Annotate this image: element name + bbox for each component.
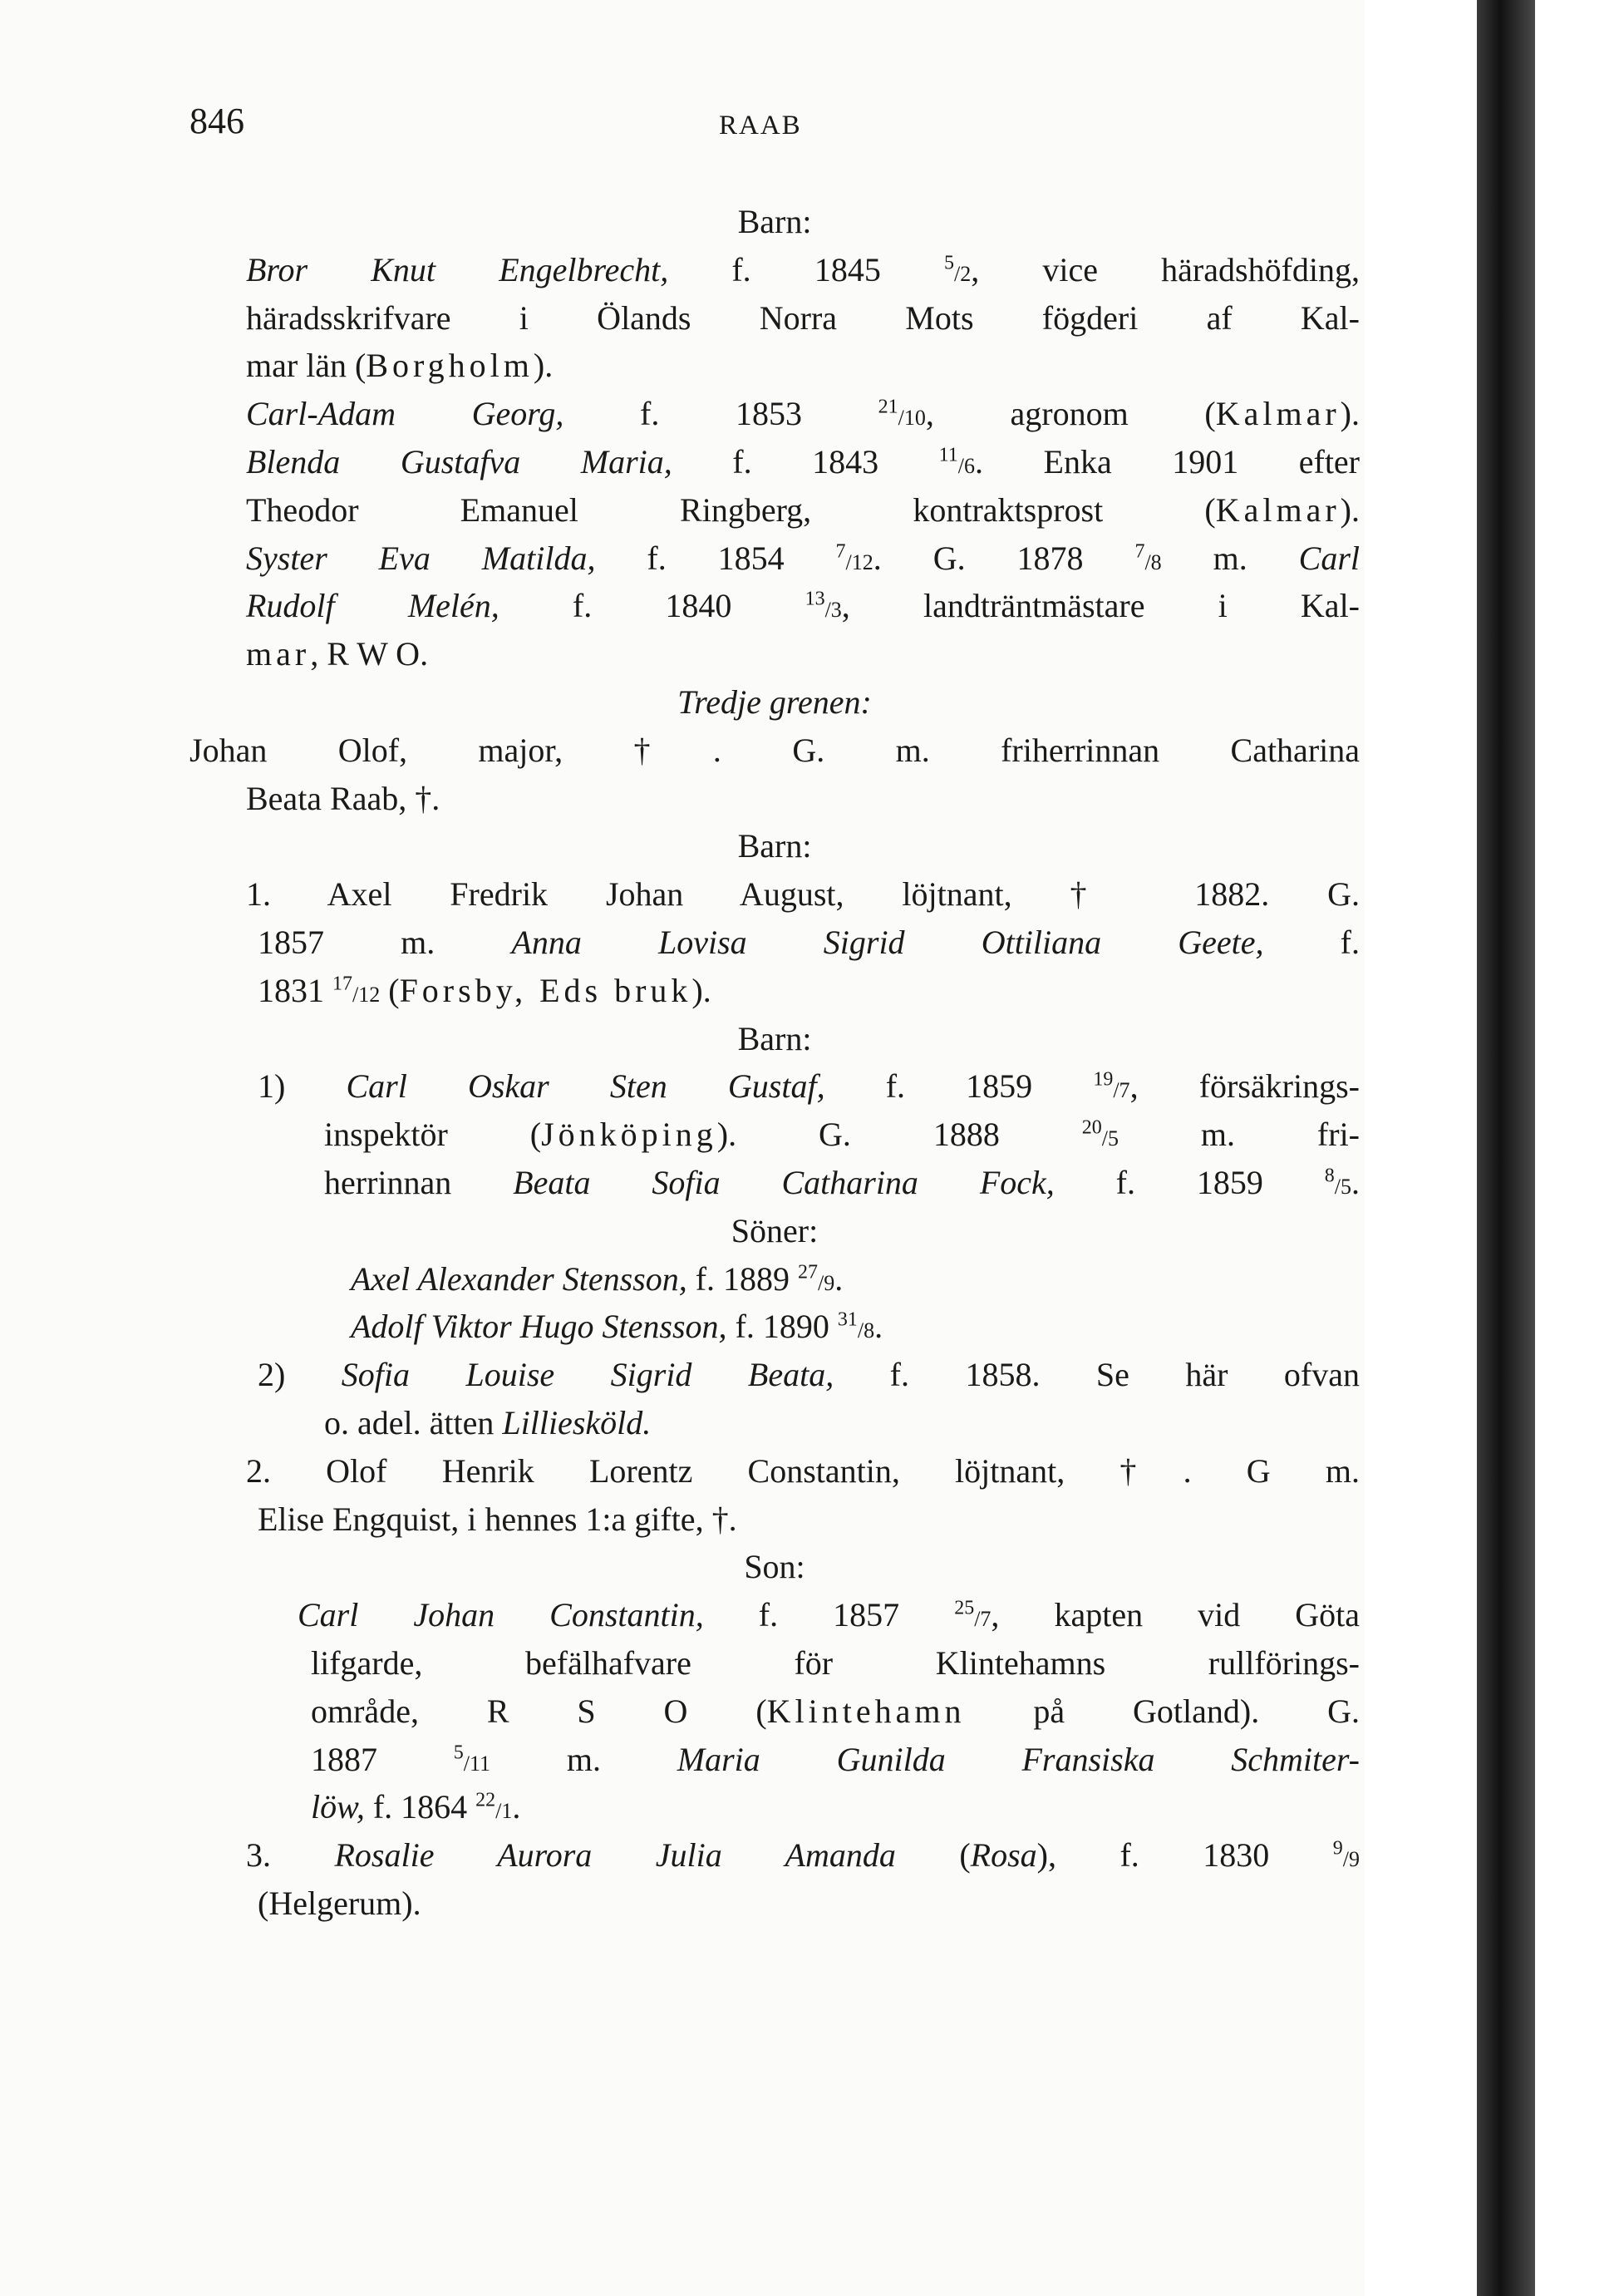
text-line: 2. Olof Henrik Lorentz Constantin, löjtnant, †. G m. (246, 1451, 1360, 1490)
text-line: lifgarde, befälhafvare för Klintehamns rullförings- (311, 1643, 1360, 1682)
text-line: Syster Eva Matilda, f. 1854 $^7$/12. G. 1878 $^7$/8 m. Carl (246, 539, 1360, 577)
text-line: löw, f. 1864 $^{22}$/1. (311, 1788, 521, 1826)
text-line: 3. Rosalie Aurora Julia Amanda (Rosa), f. 1830 $^9$/9 (246, 1836, 1360, 1875)
text-line: Barn: (737, 827, 812, 865)
text-line: Elise Engquist, i hennes 1:a gifte, †. (258, 1500, 737, 1538)
text-line: Axel Alexander Stensson, f. 1889 $^{27}$/9. (351, 1259, 844, 1298)
text-line: 1. Axel Fredrik Johan August, löjtnant, † 1882. G. (246, 875, 1360, 914)
text-line: Söner: (731, 1211, 819, 1249)
text-line: häradsskrifvare i Ölands Norra Mots fögderi af Kal- (246, 298, 1360, 337)
text-line: Beata Raab, †. (246, 779, 440, 817)
text-line: Tredje grenen: (677, 682, 872, 721)
text-line: mar län (Borgholm). (246, 347, 554, 385)
text-line: 1) Carl Oskar Sten Gustaf, f. 1859 $^{19}$/7, försäkrings- (258, 1067, 1360, 1106)
text-line: 1831 $^{17}$/12 (Forsby, Eds bruk). (258, 971, 711, 1009)
running-head: RAAB (719, 111, 802, 140)
text-line: inspektör (Jönköping). G. 1888 $^{20}$/5 m. fri- (324, 1116, 1360, 1154)
text-line: Adolf Viktor Hugo Stensson, f. 1890 $^{31}$/8. (351, 1308, 883, 1346)
genealogy-text (189, 198, 1360, 1928)
text-line: Theodor Emanuel Ringberg, kontraktsprost (Kalmar). (246, 490, 1360, 529)
text-line: o. adel. ätten Lilliesköld. (324, 1403, 652, 1441)
text-line: område, R S O (Klintehamn på Gotland). G. (311, 1692, 1360, 1730)
text-line: Rudolf Melén, f. 1840 $^{13}$/3, landträntmästare i Kal- (246, 587, 1360, 625)
text-line: Blenda Gustafva Maria, f. 1843 $^{11}$/6. Enka 1901 efter (246, 442, 1361, 480)
text-line: herrinnan Beata Sofia Catharina Fock, f. 1859 $^8$/5. (324, 1163, 1360, 1201)
text-line: Barn: (737, 1019, 812, 1057)
text-line: 2) Sofia Louise Sigrid Beata, f. 1858. Se här ofvan (258, 1356, 1361, 1394)
page-number: 846 (189, 101, 244, 141)
text-line: Barn: (737, 203, 812, 240)
text-line: Bror Knut Engelbrecht, f. 1845 $^5$/2, vice häradshöfding, (246, 250, 1360, 288)
text-line: mar, R W O. (246, 635, 429, 673)
text-line: Son: (744, 1548, 805, 1586)
text-line: Carl-Adam Georg, f. 1853 $^{21}$/10, agronom (Kalmar). (246, 395, 1360, 433)
text-line: 1887 $^5$/11 m. Maria Gunilda Fransiska Schmiter- (311, 1740, 1360, 1778)
text-line: Johan Olof, major, †. G. m. friherrinnan Catharina (189, 731, 1360, 769)
page-binding-edge (1365, 0, 1614, 2296)
text-line: 1857 m. Anna Lovisa Sigrid Ottiliana Geete, f. (258, 923, 1360, 961)
text-line: (Helgerum). (258, 1884, 421, 1922)
text-line: Carl Johan Constantin, f. 1857 $^{25}$/7, kapten vid Göta (298, 1596, 1360, 1634)
